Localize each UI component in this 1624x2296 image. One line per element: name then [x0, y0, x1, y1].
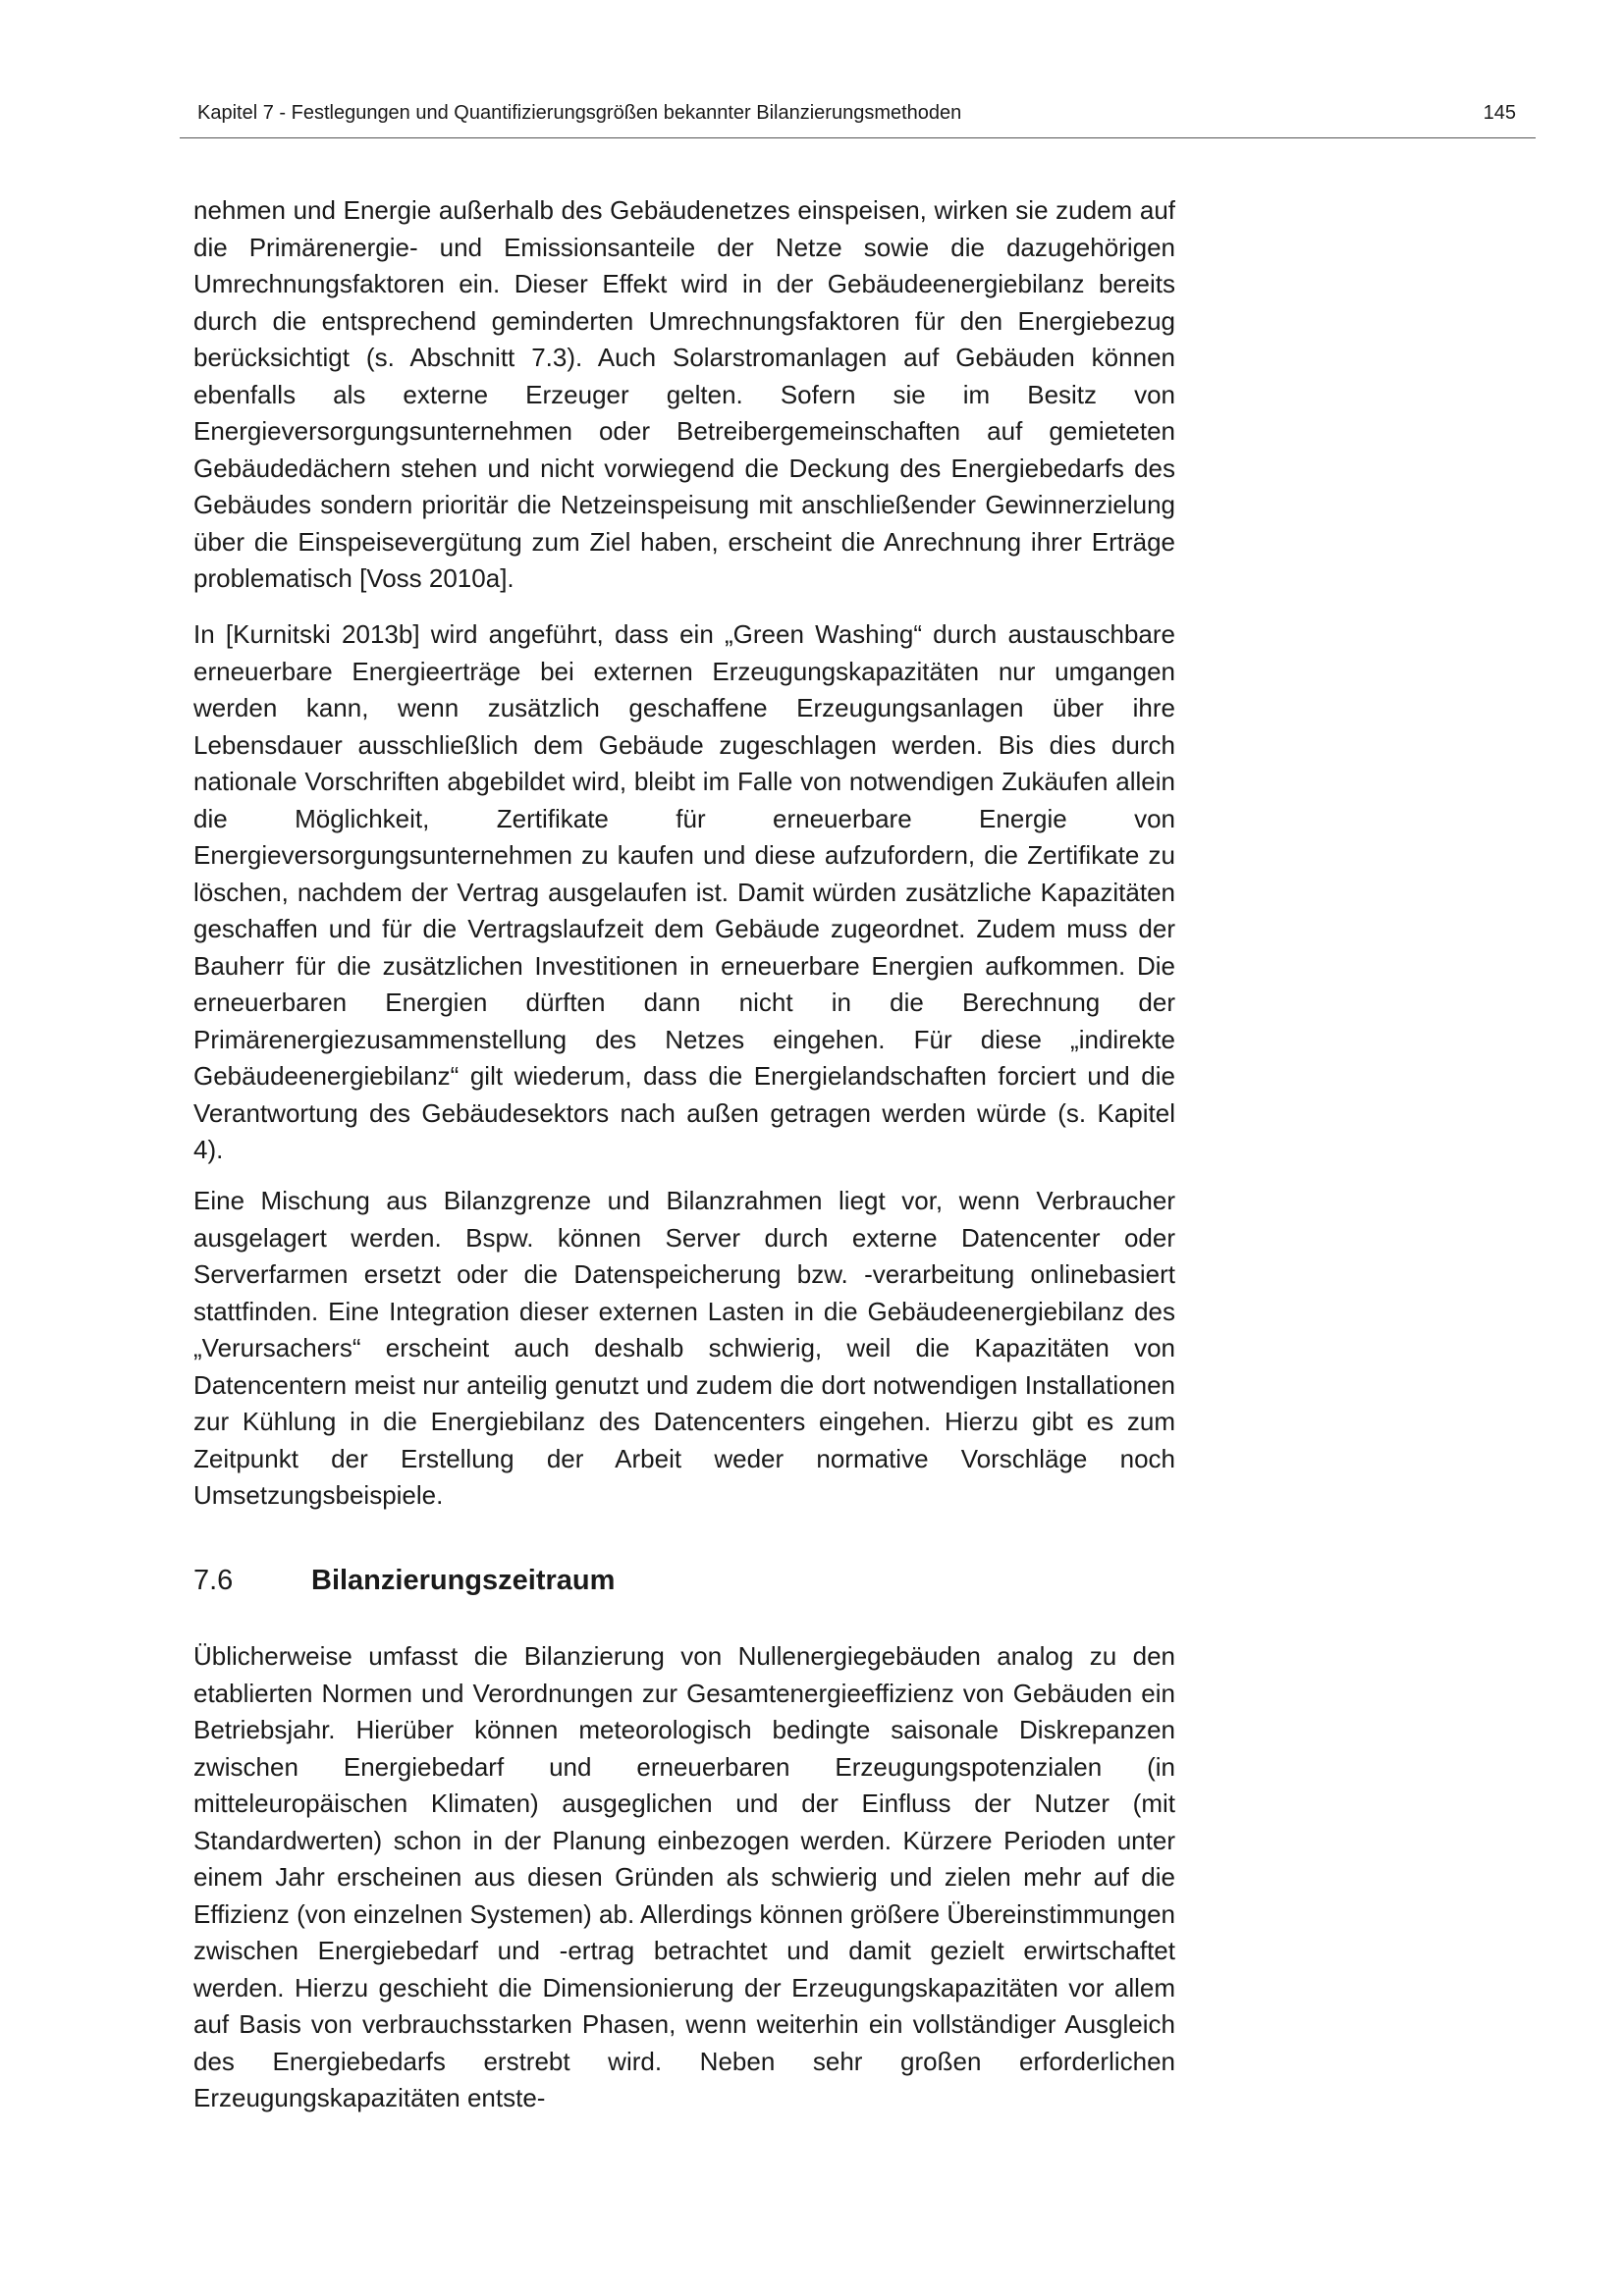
body-paragraph: nehmen und Energie außerhalb des Gebäudenetzes einspeisen, wirken sie zudem auf die Primärenergie- und Emissionsanteile der Netze sowie die dazugehörigen Umrechnungsfaktoren ein. Dieser Effekt wird in der Gebäudeenergiebilanz bereits durch die entsprechend geminderten Umrechnungsfaktoren für den Energiebezug berücksichtigt (s. Abschnitt 7.3). Auch Solarstromanlagen auf Gebäuden können ebenfalls als externe Erzeuger gelten. Sofern sie im Besitz von Energieversorgungsunternehmen oder Betreibergemeinschaften auf gemieteten Gebäudedächern stehen und nicht vorwiegend die Deckung des Energiebedarfs des Gebäudes sondern prioritär die Netzeinspeisung mit anschließender Gewinnerzielung über die Einspeisevergütung zum Ziel haben, erscheint die Anrechnung ihrer Erträge problematisch [Voss 2010a]. — [193, 195, 1175, 593]
body-paragraph: Üblicherweise umfasst die Bilanzierung von Nullenergiegebäuden analog zu den etablierten Normen und Verordnungen zur Gesamtenergieeffizienz von Gebäuden ein Betriebsjahr. Hierüber können meteorologisch bedingte saisonale Diskrepanzen zwischen Energiebedarf und erneuerbaren Erzeugungspotenzialen (in mitteleuropäischen Klimaten) ausgeglichen und der Einfluss der Nutzer (mit Standardwerten) schon in der Planung einbezogen werden. Kürzere Perioden unter einem Jahr erscheinen aus diesen Gründen als schwierig und zielen mehr auf die Effizienz (von einzelnen Systemen) ab. Allerdings können größere Übereinstimmungen zwischen Energiebedarf und -ertrag betrachtet und damit gezielt erwirtschaftet werden. Hierzu geschieht die Dimensionierung der Erzeugungskapazitäten vor allem auf Basis von verbrauchsstarken Phasen, wenn weiterhin ein vollständiger Ausgleich des Energiebedarfs erstrebt wird. Neben sehr großen erforderlichen Erzeugungskapazitäten entste- — [193, 1641, 1175, 2112]
running-header — [180, 94, 1536, 138]
section-heading — [193, 1561, 615, 1600]
body-paragraph: Eine Mischung aus Bilanzgrenze und Bilanzrahmen liegt vor, wenn Verbraucher ausgelagert werden. Bspw. können Server durch externe Datencenter oder Serverfarmen ersetzt oder die Datenspeicherung bzw. -verarbeitung onlinebasiert stattfinden. Eine Integration dieser externen Lasten in die Gebäudeenergiebilanz des „Verursachers“ erscheint auch deshalb schwierig, weil die Kapazitäten von Datencentern meist nur anteilig genutzt und zudem die dort notwendigen Installationen zur Kühlung in die Energiebilanz des Datencenters eingehen. Hierzu gibt es zum Zeitpunkt der Erstellung der Arbeit weder normative Vorschläge noch Umsetzungsbeispiele. — [193, 1186, 1175, 1510]
section-number: 7.6 — [193, 1565, 234, 1596]
section-title: Bilanzierungszeitraum — [311, 1565, 616, 1596]
page-number: 145 — [1483, 102, 1516, 124]
body-paragraph: In [Kurnitski 2013b] wird angeführt, dass ein „Green Washing“ durch austauschbare erneuerbare Energieerträge bei externen Erzeugungskapazitäten nur umgangen werden kann, wenn zusätzlich geschaffene Erzeugungsanlagen über ihre Lebensdauer ausschließlich dem Gebäude zugeschlagen werden. Bis dies durch nationale Vorschriften abgebildet wird, bleibt im Falle von notwendigen Zukäufen allein die Möglichkeit, Zertifikate für erneuerbare Energie von Energieversorgungsunternehmen zu kaufen und diese aufzufordern, die Zertifikate zu löschen, nachdem der Vertrag ausgelaufen ist. Damit würden zusätzliche Kapazitäten geschaffen und für die Vertragslaufzeit dem Gebäude zugeordnet. Zudem muss der Bauherr für die zusätzlichen Investitionen in erneuerbare Energien aufkommen. Die erneuerbaren Energien dürften dann nicht in die Berechnung der Primärenergiezusammenstellung des Netzes eingehen. Für diese „indirekte Gebäudeenergiebilanz“ gilt wiederum, dass die Energielandschaften forciert und die Verantwortung des Gebäudesektors nach außen getragen werden würde (s. Kapitel 4). — [193, 619, 1175, 1164]
running-title: Kapitel 7 - Festlegungen und Quantifizierungsgrößen bekannter Bilanzierungsmethoden — [197, 102, 962, 124]
